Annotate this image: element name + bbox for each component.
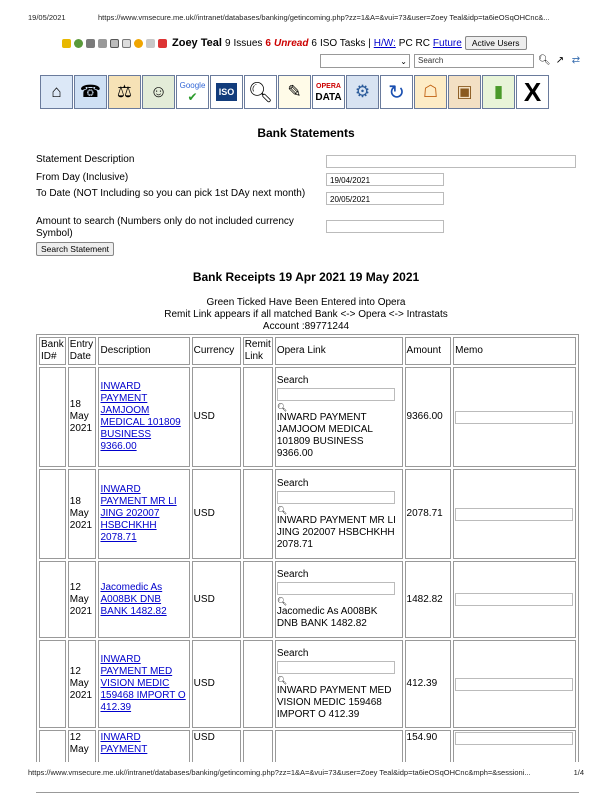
memo-input[interactable]	[455, 411, 573, 424]
bank-id-cell	[39, 469, 66, 559]
to-date-input[interactable]: 20/05/2021	[326, 192, 444, 205]
col-entry-date: Entry Date	[68, 337, 97, 365]
description-link[interactable]: INWARD PAYMENT MED VISION MEDIC 159468 IMPORT O 412.39	[100, 654, 186, 713]
package-icon[interactable]: ▣	[448, 75, 481, 109]
search-statement-button[interactable]: Search Statement	[36, 242, 114, 256]
note-green-ticked: Green Ticked Have Been Entered into Opera	[206, 297, 406, 308]
currency-cell: USD	[192, 367, 241, 467]
google-icon-text: Google	[179, 80, 206, 90]
note-account: Account :89771244	[262, 321, 350, 332]
close-x-icon[interactable]: X	[516, 75, 549, 109]
currency-cell: USD	[192, 469, 241, 559]
receipts-title: Bank Receipts 19 Apr 2021 19 May 2021	[192, 270, 420, 284]
chart-basket-icon[interactable]: ☖	[414, 75, 447, 109]
memo-input[interactable]	[455, 593, 573, 606]
statement-desc-label: Statement Description	[36, 154, 135, 165]
description-link[interactable]: INWARD PAYMENT MR LI JING 202007 HSBCHKHH 2078.71	[100, 484, 177, 543]
filter-select[interactable]	[320, 54, 410, 68]
opera-search-label: Search	[276, 477, 309, 489]
entry-date-cell: 12 May 2021	[68, 640, 97, 728]
calendar-icon[interactable]	[158, 39, 167, 48]
statement-desc-input[interactable]	[326, 155, 576, 168]
page-icon[interactable]	[122, 39, 131, 48]
memo-cell	[453, 367, 576, 467]
book-icon[interactable]: ▮	[482, 75, 515, 109]
phone-icon[interactable]: ☎	[74, 75, 107, 109]
issues-label[interactable]: Issues	[233, 37, 263, 49]
network-icon[interactable]: ⇄	[571, 55, 581, 66]
description-link[interactable]: INWARD PAYMENT JAMJOOM MEDICAL 101809 BUSINESS 9366.00	[100, 381, 181, 452]
iso-count: 6	[311, 37, 317, 49]
bank-id-cell	[39, 640, 66, 728]
paper-plane-icon[interactable]	[86, 39, 95, 48]
iso-icon-text: ISO	[216, 83, 238, 101]
print-date: 19/05/2021	[28, 13, 66, 22]
table-row	[39, 640, 576, 728]
gears-icon[interactable]: ⚙	[346, 75, 379, 109]
opera-search-input[interactable]	[277, 491, 395, 504]
col-amount: Amount	[405, 337, 452, 365]
from-day-input[interactable]: 19/04/2021	[326, 173, 444, 186]
currency-cell: USD	[192, 730, 241, 790]
unread-label[interactable]: Unread	[273, 37, 309, 49]
search-input[interactable]: Search	[414, 54, 534, 68]
amount-cell: 412.39	[405, 640, 452, 728]
table-row	[39, 469, 576, 559]
amount-cell: 154.90	[405, 730, 452, 790]
opera-text: INWARD PAYMENT MR LI JING 202007 HSBCHKHH 2078.71	[276, 514, 396, 550]
memo-cell	[453, 561, 576, 638]
memo-input[interactable]	[455, 732, 573, 745]
opera-search-input[interactable]	[277, 388, 395, 401]
future-link[interactable]: Future	[432, 37, 462, 49]
col-opera-link: Opera Link	[275, 337, 403, 365]
opera-search-label: Search	[276, 647, 309, 659]
memo-cell	[453, 469, 576, 559]
page-title: Bank Statements	[257, 126, 355, 140]
issues-count: 9	[224, 37, 231, 49]
grid-icon[interactable]	[98, 39, 107, 48]
memo-input[interactable]	[455, 678, 573, 691]
amount-cell: 1482.82	[405, 561, 452, 638]
receipts-table	[36, 334, 579, 793]
amount-input[interactable]	[326, 220, 444, 233]
remit-link-cell	[243, 469, 273, 559]
opera-text: Jacomedic As A008BK DNB BANK 1482.82	[276, 606, 378, 629]
print-page-number: 1/4	[573, 768, 584, 777]
col-currency: Currency	[192, 337, 241, 365]
opera-search-input[interactable]	[277, 582, 395, 595]
entry-date-cell: 18 May 2021	[68, 469, 97, 559]
opera-search-label: Search	[276, 374, 309, 386]
entry-date-cell: 18 May 2021	[68, 367, 97, 467]
description-link[interactable]: Jacomedic As A008BK DNB BANK 1482.82	[100, 581, 167, 617]
remit-link-cell	[243, 640, 273, 728]
flower-icon[interactable]	[74, 39, 83, 48]
user-bar	[62, 35, 582, 51]
magnifier-icon[interactable]: 🔍︎	[244, 75, 277, 109]
pc-rc-label[interactable]: PC RC	[398, 37, 430, 49]
window-icon[interactable]	[110, 39, 119, 48]
description-cell	[98, 469, 189, 559]
table-header-row	[39, 337, 576, 365]
opera-link-cell	[275, 640, 403, 728]
description-cell	[98, 640, 189, 728]
refresh-icon[interactable]: ↻	[380, 75, 413, 109]
print-footer-url: https://www.vmsecure.me.uk//intranet/databases/banking/getincoming.php?zz=1&A=&vui=73&user=Zoey Teal&idp=ta6ieOSqOHCnc&mph=&sessioni...	[28, 768, 531, 777]
star-icon[interactable]	[62, 39, 71, 48]
currency-cell: USD	[192, 561, 241, 638]
opera-text: INWARD PAYMENT JAMJOOM MEDICAL 101809 BUSINESS 9366.00	[276, 411, 373, 459]
hw-link[interactable]: H/W:	[373, 37, 396, 49]
opera-text: INWARD PAYMENT MED VISION MEDIC 159468 IMPORT O 412.39	[276, 684, 392, 720]
external-link-icon[interactable]: ↗	[555, 55, 565, 66]
to-date-label: To Date (NOT Including so you can pick 1st DAy next month)	[36, 188, 306, 199]
description-cell	[98, 561, 189, 638]
opera-link-cell	[275, 469, 403, 559]
entry-date-cell: 12 May	[68, 730, 97, 790]
search-toolbar	[320, 53, 585, 69]
checkmark-icon: ✔	[187, 89, 198, 104]
notepad-icon[interactable]: ✎	[278, 75, 311, 109]
smiley-icon[interactable]	[134, 39, 143, 48]
col-memo: Memo	[453, 337, 576, 365]
search-icon[interactable]: 🔍︎	[276, 597, 287, 606]
bank-id-cell	[39, 561, 66, 638]
home-icon[interactable]: ⌂	[40, 75, 73, 109]
page-bottom-mask	[0, 762, 612, 792]
unread-count: 6	[265, 37, 271, 49]
search-icon[interactable]: 🔍︎	[276, 402, 287, 412]
from-day-label: From Day (Inclusive)	[36, 172, 129, 183]
chevron-down-icon: ⌄	[400, 56, 407, 66]
memo-input[interactable]	[455, 508, 573, 521]
opera-text: OPERA	[316, 83, 341, 90]
data-text: DATA	[315, 92, 342, 103]
col-remit-link: Remit Link	[243, 337, 273, 365]
google-icon[interactable]	[176, 75, 209, 109]
opera-search-input[interactable]	[277, 661, 395, 674]
user-name: Zoey Teal	[172, 37, 222, 49]
col-bank-id: Bank ID#	[39, 337, 66, 365]
app-icon-row	[40, 75, 580, 111]
note-remit-link: Remit Link appears if all matched Bank <-> Opera <-> Intrastats	[164, 309, 448, 320]
table-row	[39, 561, 576, 638]
cash-register-icon[interactable]: ⚖	[108, 75, 141, 109]
description-cell	[98, 367, 189, 467]
search-icon[interactable]: 🔍︎	[538, 55, 551, 66]
memo-cell	[453, 640, 576, 728]
active-users-button[interactable]: Active Users	[465, 36, 527, 50]
amount-label: Amount to search (Numbers only do not included currency Symbol)	[36, 216, 294, 239]
search-icon[interactable]: 🔍︎	[276, 505, 287, 515]
table-row	[39, 367, 576, 467]
description-link[interactable]: INWARD PAYMENT	[100, 732, 148, 755]
notes	[0, 297, 612, 333]
remit-link-cell	[243, 367, 273, 467]
amount-cell: 9366.00	[405, 367, 452, 467]
entry-date-cell: 12 May 2021	[68, 561, 97, 638]
iso-icon[interactable]	[210, 75, 243, 109]
bank-id-cell	[39, 367, 66, 467]
currency-cell: USD	[192, 640, 241, 728]
col-description: Description	[98, 337, 189, 365]
settings-icon[interactable]	[146, 39, 155, 48]
iso-tasks-label[interactable]: ISO Tasks |	[319, 37, 371, 49]
users-icon[interactable]: ☺	[142, 75, 175, 109]
opera-data-icon[interactable]	[312, 75, 345, 109]
amount-cell: 2078.71	[405, 469, 452, 559]
search-icon[interactable]: 🔍︎	[276, 675, 287, 685]
print-url: https://www.vmsecure.me.uk//intranet/databases/banking/getincoming.php?zz=1&A=&vui=73&user=Zoey Teal&idp=ta6ieOSqOHCnc&...	[98, 13, 550, 22]
opera-search-label: Search	[276, 569, 309, 580]
opera-link-cell	[275, 367, 403, 467]
opera-link-cell	[275, 561, 403, 638]
remit-link-cell	[243, 561, 273, 638]
